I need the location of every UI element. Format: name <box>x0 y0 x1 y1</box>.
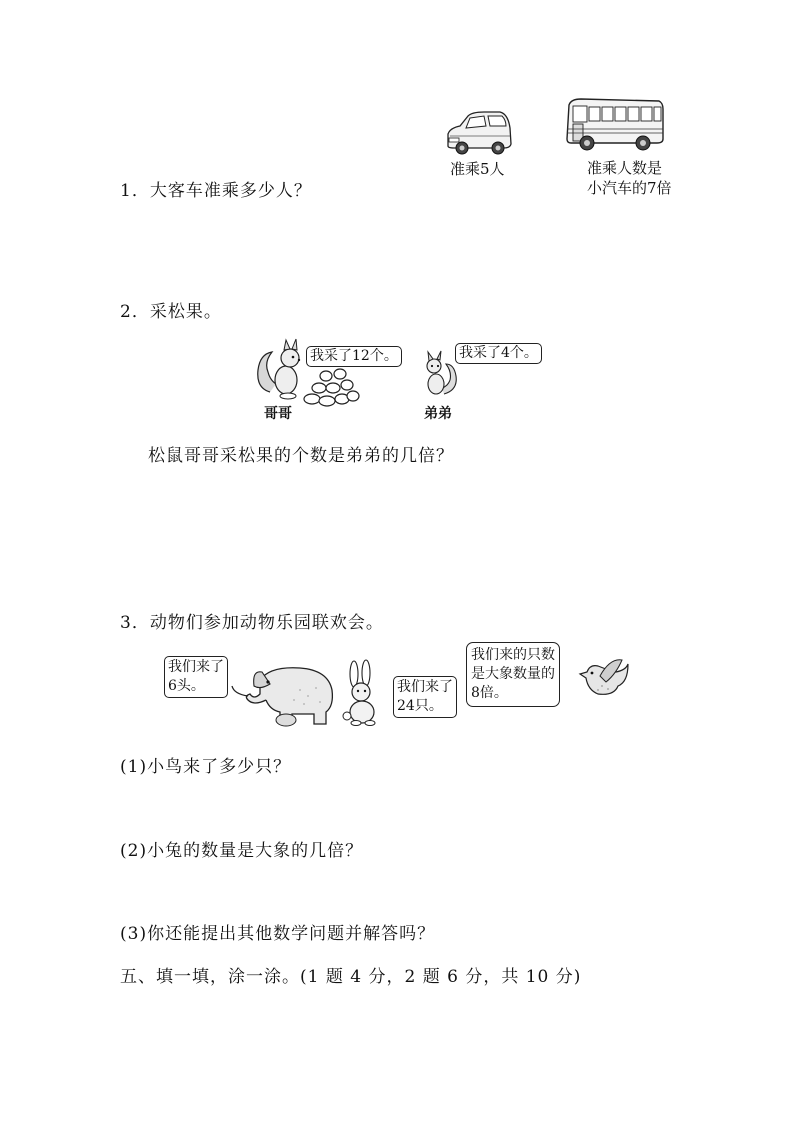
question-3-text: 动物们参加动物乐园联欢会。 <box>149 613 384 633</box>
question-3-sub2: (2)小兔的数量是大象的几倍？ <box>120 841 364 861</box>
bird-bubble-line1: 我们来的只数 <box>471 647 555 663</box>
question-2: 2．采松果。 <box>120 302 222 322</box>
elephant-speech-bubble <box>164 656 228 698</box>
question-3: 3．动物们参加动物乐园联欢会。 <box>120 613 384 633</box>
car-illustration <box>444 108 514 156</box>
question-1: 1．大客车准乘多少人？ <box>120 181 312 201</box>
bus-caption-line2: 小汽车的7倍 <box>587 179 672 197</box>
squirrel-big-illustration <box>254 336 306 402</box>
bus-illustration <box>563 97 665 153</box>
rabbit-bubble-line2: 24只。 <box>397 698 443 714</box>
elephant-illustration <box>230 660 338 728</box>
rabbit-illustration <box>340 660 386 726</box>
rabbit-speech-bubble <box>393 676 457 718</box>
question-3-sub3: (3)你还能提出其他数学问题并解答吗？ <box>120 924 436 944</box>
section-5-title: 五、填一填，涂一涂。(1 题 4 分，2 题 6 分，共 10 分) <box>120 967 582 987</box>
pine-cones-pile <box>302 366 360 408</box>
bird-illustration <box>580 656 630 700</box>
elephant-bubble-line2: 6头。 <box>168 678 205 694</box>
question-1-text: 大客车准乘多少人？ <box>149 181 312 201</box>
squirrel-small-speech-bubble: 我采了4个。 <box>455 343 542 364</box>
question-2-text: 采松果。 <box>149 302 222 322</box>
squirrel-big-name: 哥哥 <box>264 406 292 422</box>
bird-bubble-line2: 是大象数量的 <box>471 666 555 682</box>
rabbit-bubble-line1: 我们来了 <box>397 679 453 695</box>
squirrel-big-speech-bubble: 我采了12个。 <box>306 346 402 367</box>
question-3-sub1: (1)小鸟来了多少只？ <box>120 757 292 777</box>
squirrel-small-name: 弟弟 <box>424 406 452 422</box>
car-caption: 准乘5人 <box>450 160 505 178</box>
question-2-prompt: 松鼠哥哥采松果的个数是弟弟的几倍？ <box>148 446 454 466</box>
squirrel-small-illustration <box>420 350 460 400</box>
question-2-number: 2 <box>120 302 132 322</box>
bird-speech-bubble <box>466 642 560 707</box>
bird-bubble-line3: 8倍。 <box>471 685 508 701</box>
question-3-number: 3 <box>120 613 132 633</box>
elephant-bubble-line1: 我们来了 <box>168 659 224 675</box>
question-1-number: 1 <box>120 181 132 201</box>
bus-caption-line1: 准乘人数是 <box>587 159 663 177</box>
